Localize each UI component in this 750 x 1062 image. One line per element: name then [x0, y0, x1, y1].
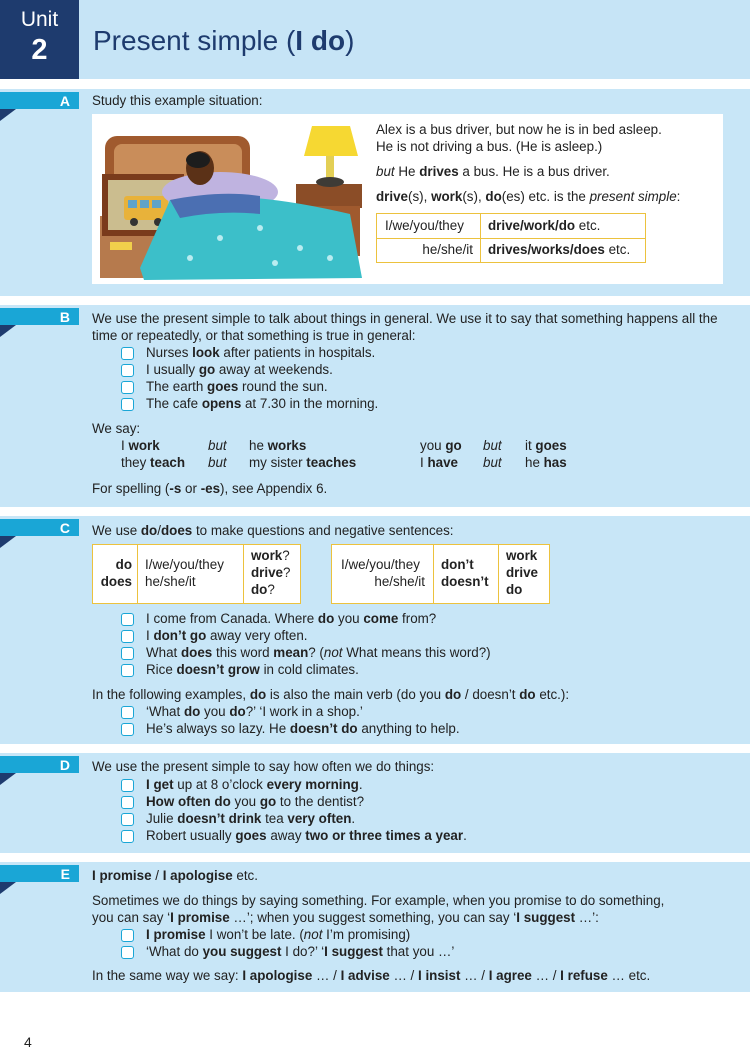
- table-verb: [251, 548, 290, 563]
- bed-illustration: [100, 118, 362, 282]
- text-run: at 7.30 in the morning.: [241, 396, 379, 411]
- bold-run: go: [445, 438, 462, 453]
- bold-run: do: [317, 611, 335, 626]
- question-mark: ?: [267, 582, 275, 597]
- bold-run: work: [128, 438, 160, 453]
- bold-run: does: [180, 645, 213, 660]
- text-run: Robert usually: [146, 828, 236, 843]
- text-run: ‘What: [146, 704, 184, 719]
- table-verb: drive: [506, 565, 539, 580]
- bold-run: look: [192, 345, 220, 360]
- unit-label: Unit: [20, 8, 59, 31]
- negative-doesnt: doesn’t: [441, 574, 489, 589]
- section-letter: A: [59, 93, 70, 109]
- closing-line: [92, 968, 650, 983]
- section-c: [0, 516, 750, 744]
- negative-dont: don’t: [441, 557, 474, 572]
- example-line-1: Alex is a bus driver, but now he is in bed asleep.: [376, 122, 662, 137]
- bold-run: every morning: [266, 777, 359, 792]
- text-run: that you …’: [382, 944, 455, 959]
- example-panel: [92, 114, 723, 284]
- text-run: (s),: [408, 189, 432, 204]
- bold-run: do: [519, 687, 536, 702]
- bold-run: do: [229, 704, 246, 719]
- section-letter: C: [59, 520, 70, 536]
- italic-run: present simple: [589, 189, 677, 204]
- bold-run: -es: [200, 481, 221, 496]
- bold-run: goes: [207, 379, 239, 394]
- aux-do: do: [115, 557, 132, 572]
- example-checkbox[interactable]: [121, 723, 134, 736]
- title-post: ): [345, 25, 355, 56]
- unit-badge: [0, 0, 79, 79]
- section-tab-b: [0, 308, 79, 325]
- page-number: 4: [24, 1034, 32, 1050]
- title-bold: I do: [295, 25, 346, 56]
- bold-run: I promise: [146, 927, 206, 942]
- bold-run: do: [249, 687, 267, 702]
- bold-run: goes: [235, 828, 267, 843]
- bold-run: work: [251, 548, 283, 563]
- section-d: [0, 753, 750, 853]
- text-run: you: [420, 438, 446, 453]
- pair-left-2: [420, 455, 458, 470]
- text-run: or: [181, 481, 201, 496]
- negative-table: [331, 544, 550, 604]
- section-letter: B: [59, 309, 70, 325]
- bold-run: you suggest: [202, 944, 282, 959]
- example-checkbox[interactable]: [121, 830, 134, 843]
- pair-right-1: [249, 438, 306, 453]
- text-run: What means this word?): [342, 645, 491, 660]
- bold-run: I suggest: [324, 944, 383, 959]
- example-checkbox[interactable]: [121, 381, 134, 394]
- table-verb: [488, 242, 630, 257]
- example-sentence: [146, 628, 308, 643]
- example-sentence: [146, 828, 467, 843]
- text-run: etc.):: [535, 687, 570, 702]
- text-run: to make questions and negative sentences:: [192, 523, 454, 538]
- text-run: to the dentist?: [276, 794, 365, 809]
- we-say-label: We say:: [92, 421, 141, 436]
- example-checkbox[interactable]: [121, 946, 134, 959]
- table-subject: he/she/it: [145, 574, 196, 589]
- text-run: etc.: [575, 218, 601, 233]
- bold-run: opens: [201, 396, 242, 411]
- text-run: (s),: [462, 189, 486, 204]
- text-run: He’s always so lazy. He: [146, 721, 290, 736]
- unit-number: 2: [31, 34, 48, 66]
- bold-run: work: [431, 189, 463, 204]
- section-b: [0, 305, 750, 507]
- example-sentence: [146, 662, 359, 677]
- bold-run: drive: [251, 565, 284, 580]
- aux-does: does: [100, 574, 132, 589]
- spelling-note: [92, 481, 327, 496]
- bold-run: drives: [419, 164, 459, 179]
- text-run: /: [151, 868, 163, 883]
- bold-run: I refuse: [560, 968, 608, 983]
- text-run: he: [249, 438, 268, 453]
- text-run: you: [200, 704, 230, 719]
- bold-run: do: [251, 582, 268, 597]
- bold-run: teaches: [306, 455, 357, 470]
- text-run: … /: [460, 968, 489, 983]
- example-sentence: [146, 704, 363, 719]
- text-run: …’:: [575, 910, 599, 925]
- bold-run: don’t go: [153, 628, 207, 643]
- bold-run: have: [427, 455, 458, 470]
- pair-right-2: [525, 455, 567, 470]
- section-tab-d: [0, 756, 79, 773]
- text-run: The earth: [146, 379, 208, 394]
- text-run: round the sun.: [238, 379, 328, 394]
- bold-run: go: [198, 362, 216, 377]
- page-title: [93, 25, 354, 57]
- table-divider: [433, 545, 434, 603]
- text-run: you: [334, 611, 364, 626]
- bold-run: drive: [376, 189, 409, 204]
- italic-run: not: [323, 645, 343, 660]
- table-divider: [498, 545, 499, 603]
- section-e: [0, 862, 750, 992]
- example-sentence: [146, 362, 333, 377]
- bold-run: I apologise: [162, 868, 233, 883]
- bold-run: teach: [150, 455, 186, 470]
- table-divider: [377, 238, 645, 239]
- text-run: I: [420, 455, 428, 470]
- table-verb: do: [506, 582, 523, 597]
- text-run: … /: [531, 968, 561, 983]
- example-line-4: [376, 189, 680, 204]
- text-run: … etc.: [607, 968, 651, 983]
- example-checkbox[interactable]: [121, 813, 134, 826]
- text-run: a bus. He is a bus driver.: [462, 164, 610, 179]
- example-checkbox[interactable]: [121, 364, 134, 377]
- pair-right-1: [249, 455, 356, 470]
- text-run: I come from Canada. Where: [146, 611, 318, 626]
- bold-run: does: [160, 523, 193, 538]
- paragraph-line: We use the present simple to talk about things in general. We use it to say that something happens all the: [92, 311, 718, 326]
- bold-run: I insist: [418, 968, 461, 983]
- section-letter: D: [59, 757, 70, 773]
- text-run: We use: [92, 523, 141, 538]
- text-run: ‘What do: [146, 944, 203, 959]
- example-checkbox[interactable]: [121, 779, 134, 792]
- example-sentence: [146, 927, 410, 942]
- example-line-3: [376, 164, 610, 179]
- question-table: [92, 544, 301, 604]
- bold-run: I agree: [488, 968, 532, 983]
- example-checkbox[interactable]: [121, 706, 134, 719]
- example-sentence: [146, 611, 436, 626]
- bold-run: drives/works/does: [488, 242, 605, 257]
- text-run: away at weekends.: [215, 362, 333, 377]
- section-intro: Study this example situation:: [92, 93, 263, 108]
- text-run: Nurses: [146, 345, 193, 360]
- example-sentence: [146, 777, 363, 792]
- example-line-2: He is not driving a bus. (He is asleep.): [376, 139, 603, 154]
- section-tab-e: [0, 865, 79, 882]
- bold-run: works: [267, 438, 307, 453]
- text-run: /: [157, 523, 161, 538]
- title-pre: Present simple (: [93, 25, 296, 56]
- bold-run: I get: [146, 777, 174, 792]
- paragraph-line: time or repeatedly, or that something is true in general:: [92, 328, 416, 343]
- text-run: away very often.: [206, 628, 308, 643]
- example-checkbox[interactable]: [121, 664, 134, 677]
- table-subject: he/she/it: [374, 574, 425, 589]
- bold-run: do: [485, 189, 502, 204]
- text-run: For spelling (: [92, 481, 170, 496]
- bold-run: come: [363, 611, 399, 626]
- text-run: away: [266, 828, 306, 843]
- bold-run: doesn’t drink: [177, 811, 262, 826]
- bold-run: do: [444, 687, 462, 702]
- text-run: What: [146, 645, 181, 660]
- table-verb: [488, 218, 600, 233]
- example-checkbox[interactable]: [121, 347, 134, 360]
- bold-run: very often: [287, 811, 352, 826]
- example-checkbox[interactable]: [121, 613, 134, 626]
- text-run: etc.: [604, 242, 631, 257]
- text-run: .: [463, 828, 467, 843]
- example-checkbox[interactable]: [121, 647, 134, 660]
- pair-left-2: [420, 438, 462, 453]
- table-verb: [251, 565, 290, 580]
- text-run: I: [146, 628, 154, 643]
- bold-run: do: [140, 523, 158, 538]
- section-heading: [92, 868, 258, 883]
- table-verb: work: [506, 548, 538, 563]
- table-subject: he/she/it: [422, 242, 473, 257]
- text-run: you can say ‘: [92, 910, 171, 925]
- text-run: He: [398, 164, 416, 179]
- but-word: but: [483, 455, 502, 470]
- bold-run: doesn’t do: [289, 721, 358, 736]
- text-run: .: [351, 811, 356, 826]
- bold-run: drive/work/do: [488, 218, 576, 233]
- but-word: but: [208, 455, 227, 470]
- present-simple-table: [376, 213, 646, 263]
- pair-left-1: [121, 438, 160, 453]
- example-sentence: [146, 345, 375, 360]
- text-run: is also the main verb (do you: [266, 687, 445, 702]
- text-run: etc.: [232, 868, 258, 883]
- bold-run: goes: [535, 438, 567, 453]
- text-run: In the following examples,: [92, 687, 250, 702]
- table-subject: I/we/you/they: [385, 218, 464, 233]
- text-run: Julie: [146, 811, 178, 826]
- text-run: it: [525, 438, 536, 453]
- paragraph-line: Sometimes we do things by saying something. For example, when you promise to do something,: [92, 893, 665, 908]
- text-run: from?: [398, 611, 437, 626]
- text-run: in cold climates.: [259, 662, 359, 677]
- bold-run: do: [183, 704, 201, 719]
- text-run: up at 8 o’clock: [173, 777, 267, 792]
- example-sentence: [146, 721, 460, 736]
- text-run: / doesn’t: [461, 687, 520, 702]
- text-run: (es) etc. is the: [501, 189, 590, 204]
- bold-run: doesn’t grow: [176, 662, 260, 677]
- title-bar: [79, 0, 750, 79]
- text-run: In the same way we say:: [92, 968, 243, 983]
- text-run: .: [358, 777, 363, 792]
- text-run: I usually: [146, 362, 199, 377]
- section-a: [0, 89, 750, 296]
- but-word: but: [483, 438, 502, 453]
- bold-run: go: [259, 794, 277, 809]
- text-run: tea: [261, 811, 288, 826]
- example-sentence: [146, 811, 355, 826]
- text-run: ?’ ‘I work in a shop.’: [245, 704, 363, 719]
- bold-run: I promise: [92, 868, 152, 883]
- bold-run: I promise: [170, 910, 230, 925]
- bold-run: mean: [273, 645, 309, 660]
- section-intro: [92, 523, 454, 538]
- bold-run: -s: [169, 481, 182, 496]
- bold-run: has: [543, 455, 567, 470]
- text-run: this word: [212, 645, 274, 660]
- but-word: but: [376, 164, 395, 179]
- example-checkbox[interactable]: [121, 929, 134, 942]
- example-sentence: [146, 379, 328, 394]
- text-run: anything to help.: [357, 721, 460, 736]
- text-run: Rice: [146, 662, 177, 677]
- paragraph-line: [92, 910, 599, 925]
- text-run: he: [525, 455, 544, 470]
- text-run: … /: [389, 968, 418, 983]
- question-mark: ?: [282, 548, 290, 563]
- text-run: … /: [312, 968, 341, 983]
- section-intro: We use the present simple to say how often we do things:: [92, 759, 435, 774]
- example-checkbox[interactable]: [121, 796, 134, 809]
- text-run: The cafe: [146, 396, 202, 411]
- text-run: …’; when you suggest something, you can say ‘: [229, 910, 517, 925]
- text-run: ? (: [308, 645, 324, 660]
- section-tab-a: [0, 92, 79, 109]
- example-checkbox[interactable]: [121, 630, 134, 643]
- main-verb-note: [92, 687, 569, 702]
- text-run: ), see Appendix 6.: [220, 481, 328, 496]
- pair-left-1: [121, 455, 185, 470]
- bold-run: I suggest: [516, 910, 576, 925]
- text-run: my sister: [249, 455, 307, 470]
- example-sentence: [146, 396, 378, 411]
- but-word: but: [208, 438, 227, 453]
- table-subject: I/we/you/they: [341, 557, 420, 572]
- section-letter: E: [60, 866, 70, 882]
- example-sentence: [146, 794, 364, 809]
- text-run: you: [230, 794, 260, 809]
- table-divider: [243, 545, 244, 603]
- example-sentence: [146, 944, 454, 959]
- text-run: they: [121, 455, 151, 470]
- table-verb: [251, 582, 275, 597]
- bold-run: I apologise: [242, 968, 313, 983]
- pair-right-2: [525, 438, 567, 453]
- text-run: I: [121, 438, 129, 453]
- text-run: :: [676, 189, 681, 204]
- text-run: I’m promising): [322, 927, 411, 942]
- section-tab-c: [0, 519, 79, 536]
- text-run: I do?’ ‘: [281, 944, 325, 959]
- bold-run: I advise: [340, 968, 390, 983]
- italic-run: not: [303, 927, 323, 942]
- bold-run: two or three times a year: [305, 828, 464, 843]
- text-run: after patients in hospitals.: [219, 345, 376, 360]
- example-sentence: [146, 645, 491, 660]
- text-run: I won’t be late. (: [205, 927, 304, 942]
- bold-run: How often do: [146, 794, 231, 809]
- question-mark: ?: [283, 565, 291, 580]
- table-divider: [137, 545, 138, 603]
- table-subject: I/we/you/they: [145, 557, 224, 572]
- example-checkbox[interactable]: [121, 398, 134, 411]
